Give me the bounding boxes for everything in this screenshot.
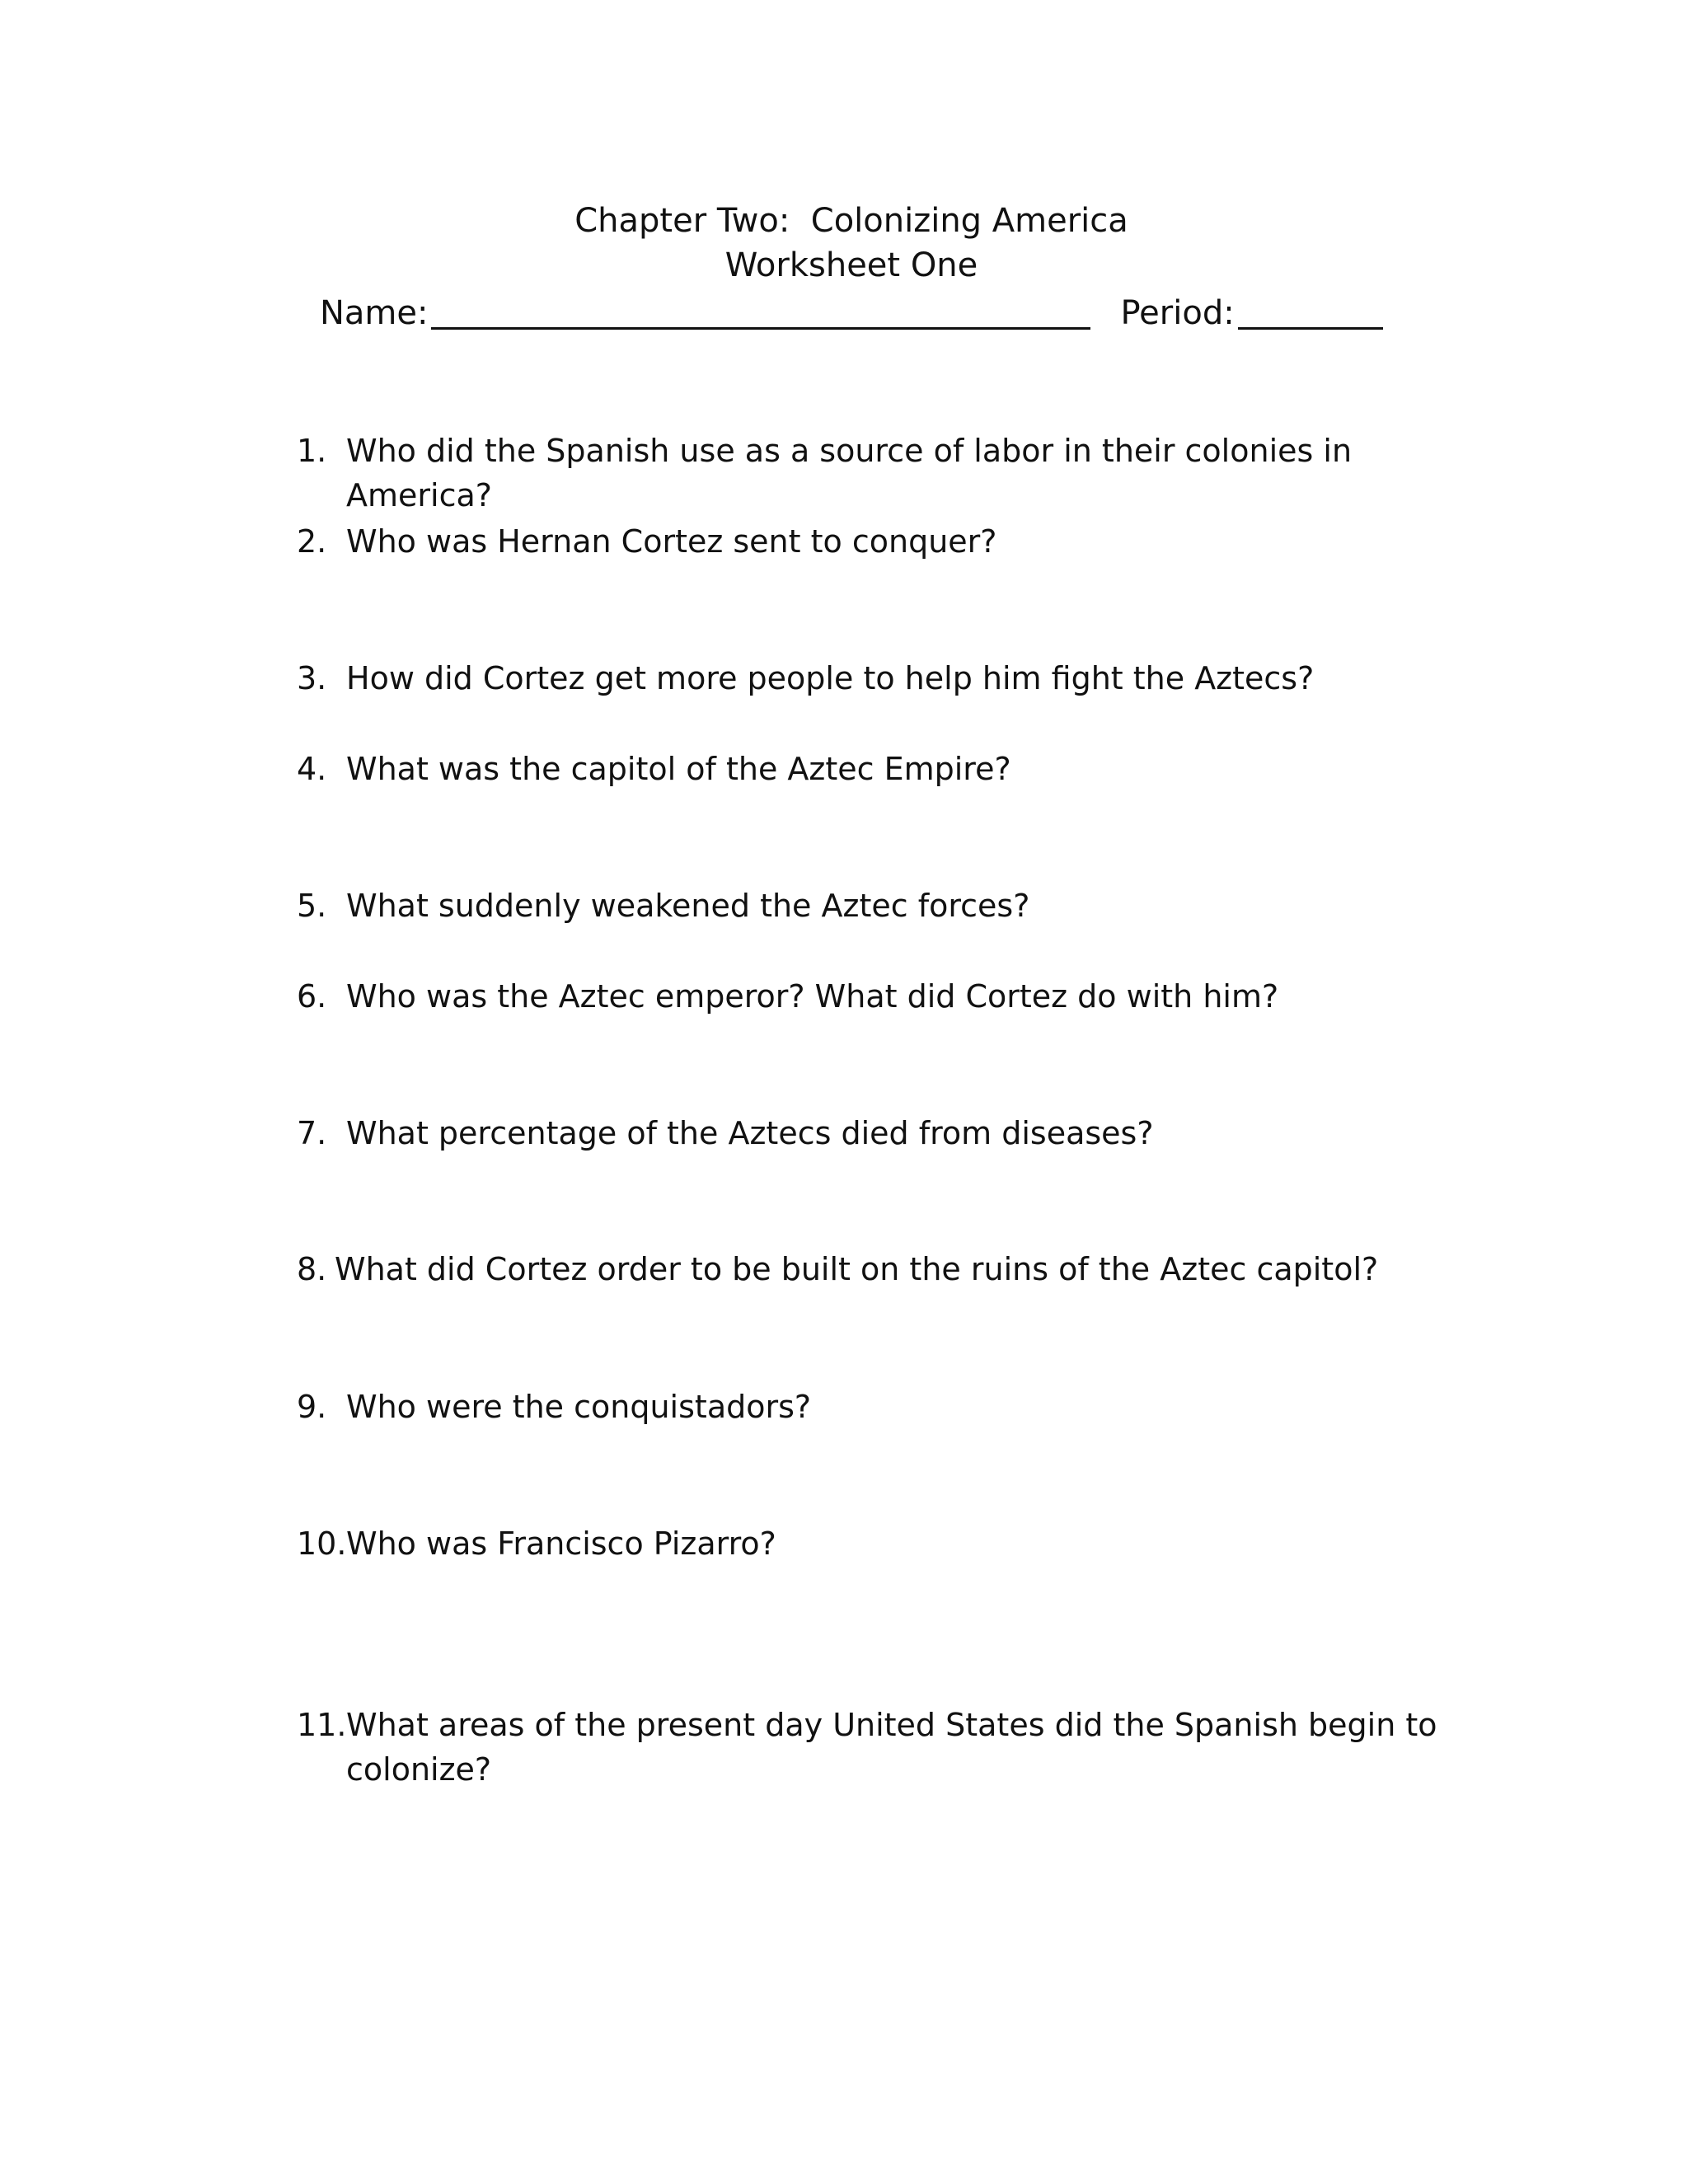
name-blank-line[interactable]	[431, 296, 1090, 330]
question-item	[297, 1703, 1492, 1792]
period-blank-line[interactable]	[1238, 296, 1383, 330]
question-text: What areas of the present day United States did the Spanish begin to colonize?	[346, 1707, 1437, 1788]
question-item	[297, 1111, 1492, 1155]
question-number: 10.	[297, 1526, 347, 1562]
question-number: 6.	[297, 978, 327, 1015]
question-text: Who did the Spanish use as a source of labor in their colonies in America?	[346, 433, 1353, 513]
question-text: What suddenly weakened the Aztec forces?	[346, 888, 1030, 924]
question-item	[297, 1521, 1492, 1566]
question-item	[297, 747, 1492, 791]
question-number: 4.	[297, 751, 327, 787]
question-text: Who was Hernan Cortez sent to conquer?	[346, 523, 997, 560]
student-info-row	[320, 290, 1383, 336]
question-number: 3.	[297, 660, 327, 696]
question-text: What did Cortez order to be built on the ruins of the Aztec capitol?	[335, 1251, 1379, 1287]
question-item	[297, 656, 1492, 701]
question-number: 1.	[297, 433, 327, 469]
question-item	[297, 1247, 1492, 1291]
question-number: 2.	[297, 523, 327, 560]
question-text: What percentage of the Aztecs died from diseases?	[346, 1115, 1154, 1151]
question-item	[297, 1385, 1492, 1429]
question-item	[297, 519, 1492, 564]
question-text: What was the capitol of the Aztec Empire?	[346, 751, 1011, 787]
question-text: Who was Francisco Pizarro?	[346, 1526, 776, 1562]
worksheet-subtitle: Worksheet One	[724, 246, 978, 284]
worksheet-title: Chapter Two: Colonizing America	[574, 202, 1128, 240]
name-label: Name:	[320, 294, 429, 332]
question-number: 9.	[297, 1389, 327, 1425]
question-number: 8.	[297, 1251, 327, 1287]
question-text: Who was the Aztec emperor? What did Cortez do with him?	[346, 978, 1279, 1015]
question-item	[297, 974, 1492, 1019]
question-number: 7.	[297, 1115, 327, 1151]
period-label: Period:	[1120, 294, 1235, 332]
question-item	[297, 429, 1492, 518]
question-number: 5.	[297, 888, 327, 924]
question-item	[297, 883, 1492, 928]
question-number: 11.	[297, 1707, 347, 1743]
question-text: Who were the conquistadors?	[346, 1389, 812, 1425]
question-text: How did Cortez get more people to help him fight the Aztecs?	[346, 660, 1315, 696]
